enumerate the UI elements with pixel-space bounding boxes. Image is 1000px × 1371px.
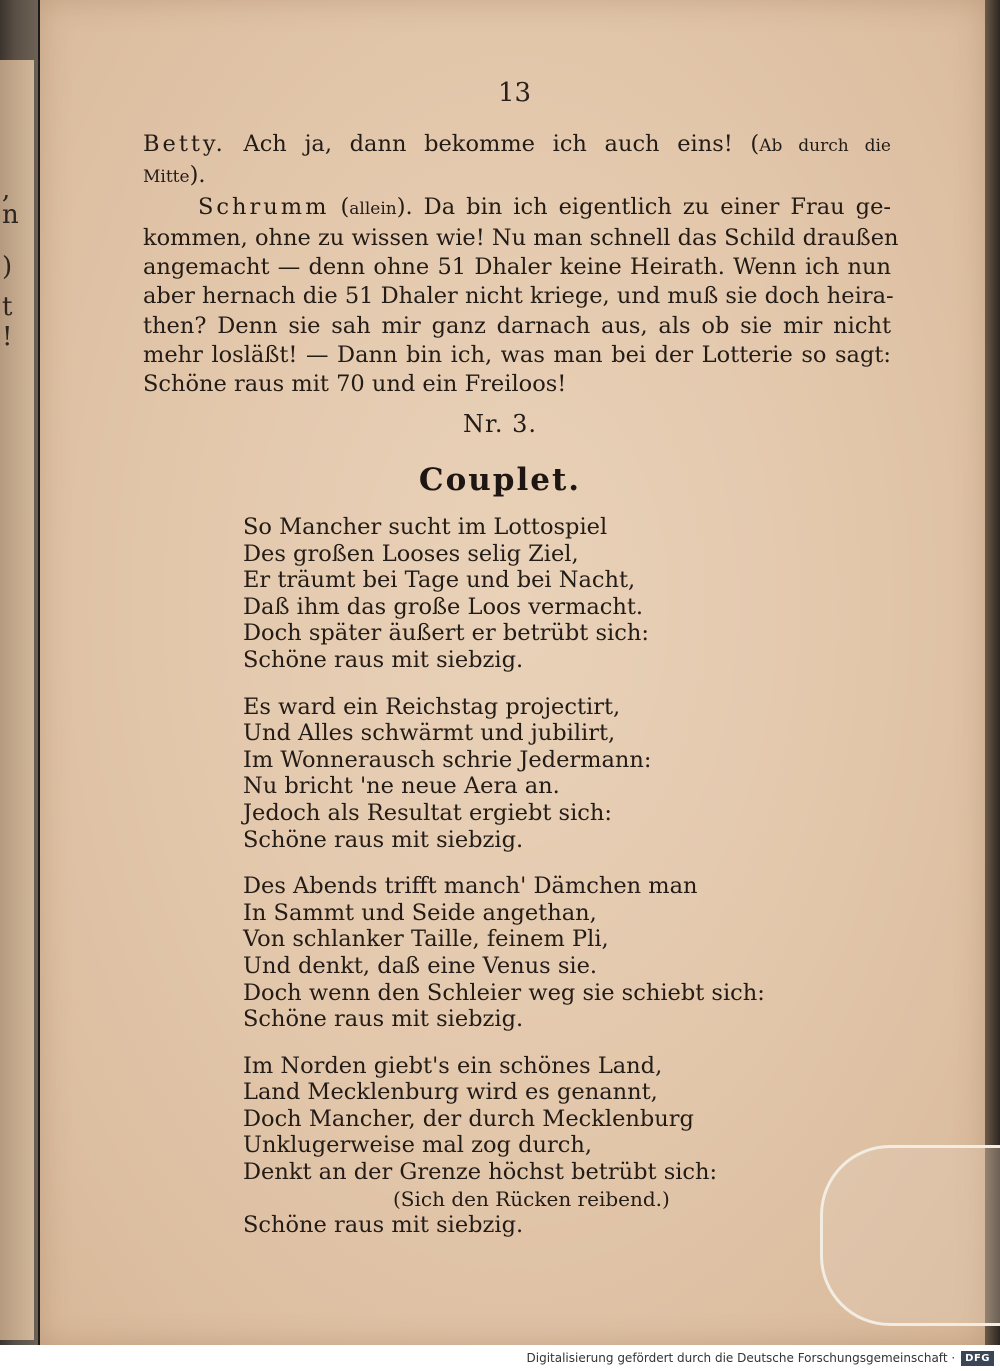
fragment: ): [2, 252, 13, 282]
fragment: n: [2, 200, 19, 230]
adjacent-page-strip: [0, 60, 34, 1340]
funding-notice: Digitalisierung gefördert durch die Deutsche Forschungsgemeinschaft ·: [526, 1351, 956, 1365]
verse-line: Von schlanker Taille, feinem Pli,: [243, 926, 609, 953]
verse-line: Es ward ein Reichstag projectirt,: [243, 693, 621, 720]
verse-line: Nu bricht 'ne neue Aera an.: [243, 773, 560, 800]
verse-line: Des Abends trifft manch' Dämchen man: [243, 873, 698, 900]
footer-bar: [0, 1345, 1000, 1371]
prose-line: Schöne raus mit 70 und ein Freiloos!: [143, 371, 567, 398]
fragment: ,: [2, 175, 11, 205]
verse-line: Des großen Looses selig Ziel,: [243, 540, 579, 567]
verse-line: Unklugerweise mal zog durch,: [243, 1132, 592, 1159]
verse-line: Land Mecklenburg wird es genannt,: [243, 1079, 658, 1106]
prose-line: mehr losläßt! — Dann bin ich, was man bei der Lotterie so sagt:: [143, 342, 891, 369]
prose-line: angemacht — denn ohne 51 Dhaler keine Heirath. Wenn ich nun: [143, 254, 891, 281]
speaker-name: Schrumm: [198, 193, 330, 220]
prose-line: then? Denn sie sah mir ganz darnach aus, als ob sie mir nicht: [143, 312, 891, 339]
verse-line: Und Alles schwärmt und jubilirt,: [243, 720, 616, 747]
stage-direction: (Sich den Rücken reibend.): [393, 1186, 670, 1211]
verse-line: Im Norden giebt's ein schönes Land,: [243, 1052, 663, 1079]
verse-line: So Mancher sucht im Lottospiel: [243, 514, 608, 540]
verse-line: Daß ihm das große Loos vermacht.: [243, 593, 644, 620]
stage-direction: allein: [349, 198, 397, 219]
stage-direction: Ab durch die: [759, 136, 891, 156]
page-clip: [820, 1145, 1000, 1326]
verse-line: Schöne raus mit siebzig.: [243, 1006, 524, 1033]
verse-line: Doch wenn den Schleier weg sie schiebt sich:: [243, 979, 765, 1006]
prose-line: aber hernach die 51 Dhaler nicht kriege, und muß sie doch heira-: [143, 283, 894, 310]
stanza-4: [243, 1053, 843, 1239]
verse-line: In Sammt und Seide angethan,: [243, 899, 597, 926]
verse-line: Und denkt, daß eine Venus sie.: [243, 952, 598, 979]
verse-line: Schöne raus mit siebzig.: [243, 826, 524, 853]
verse-line: Denkt an der Grenze höchst betrübt sich:: [243, 1159, 718, 1186]
page-number: 13: [498, 78, 532, 108]
verse-line: Jedoch als Resultat ergiebt sich:: [243, 799, 612, 826]
verse-block: [243, 514, 843, 1259]
stanza-1: [243, 514, 843, 674]
prose-line: Betty. Ach ja, dann bekomme ich auch eins! (Ab durch die: [143, 131, 891, 157]
prose-line: Mitte).: [143, 162, 206, 189]
section-title: Couplet.: [418, 462, 582, 498]
verse-line: Schöne raus mit siebzig.: [243, 1212, 524, 1239]
prose-block: [143, 130, 899, 400]
fragment: !: [2, 322, 13, 352]
section-number: Nr. 3.: [463, 410, 537, 438]
speaker-name: Betty.: [143, 131, 226, 157]
stanza-3: [243, 873, 843, 1033]
right-page-edge: [985, 0, 1000, 1345]
verse-line: Er träumt bei Tage und bei Nacht,: [243, 567, 636, 594]
verse-line: Doch Mancher, der durch Mecklenburg: [243, 1105, 694, 1132]
verse-line: Doch später äußert er betrübt sich:: [243, 620, 649, 647]
dfg-logo-icon: DFG: [961, 1351, 994, 1366]
prose-line: Schrumm (allein). Da bin ich eigentlich zu einer Frau ge-: [198, 193, 891, 220]
verse-line: Schöne raus mit siebzig.: [243, 646, 524, 673]
stanza-2: [243, 694, 843, 854]
verse-line: Im Wonnerausch schrie Jedermann:: [243, 746, 652, 773]
fragment: t: [2, 292, 13, 322]
prose-line: kommen, ohne zu wissen wie! Nu man schnell das Schild draußen: [143, 224, 899, 251]
